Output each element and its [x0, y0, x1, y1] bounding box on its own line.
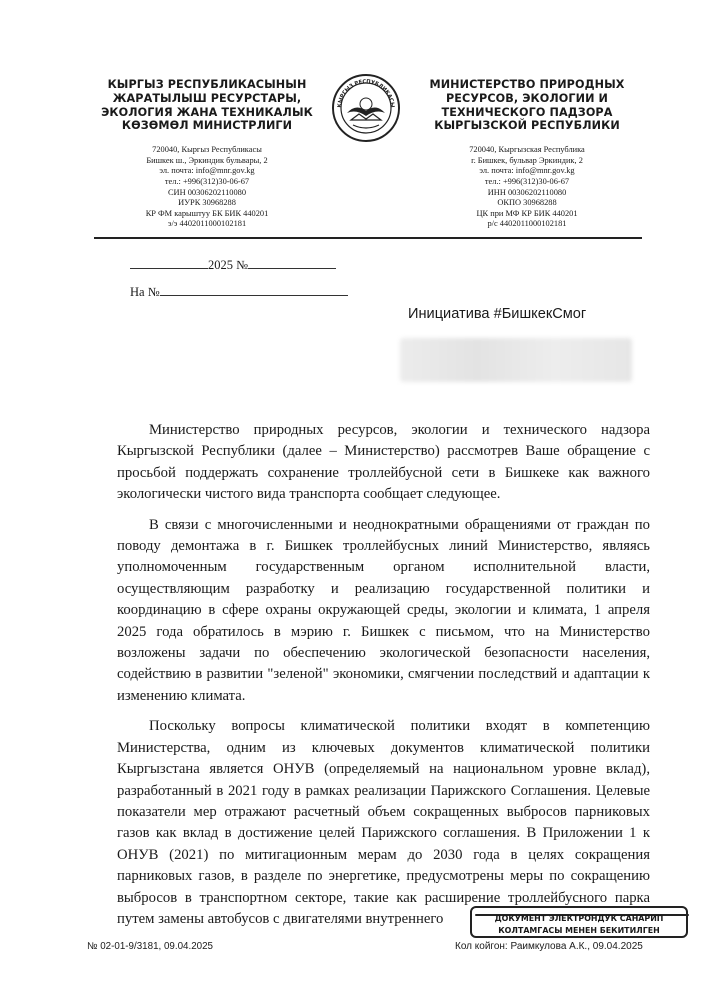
body-paragraph: Поскольку вопросы климатической политики входят в компетенцию Министерства, одним из ключевых документов климатической политики Кыргызстана является ОНУВ (определяемый на национальном уровне вклад), разработанный в 2021 году в рамках реализации Парижского Соглашения. Целевые показатели мер отражают расчетный объем сокращенных выбросов парниковых газов как вклад в достижение целей Парижского соглашения. В Приложении 1 к ОНУВ (2021) по митигационным мерам до 2030 года в целях сокращения парниковых газов, в разделе по энергетике, предусмотрены меры по сокращению выбросов в транспортном секторе, такие как расширение троллейбусного парка путем замены автобусов с двигателями внутреннего: [117, 718, 650, 927]
body-paragraph: В связи с многочисленными и неоднократными обращениями от граждан по поводу демонтажа в г. Бишкек троллейбусных линий Министерство, являясь уполномоченным государственным органом исполнительной власти, осуществляющим разработку и реализацию государственной политики и координацию в сфере охраны окружающей среды, экологии и климата, 1 апреля 2025 года обратилось в мэрию г. Бишкек с письмом, что на Министерство возложены задачи по обеспечению экологической безопасности населения, содействию в развитии "зеленой" экономики, смягчении последствий и адаптации к изменению климата.: [117, 516, 650, 704]
e-signature-stamp: ДОКУМЕНТ ЭЛЕКТРОНДУК САНАРИП КОЛТАМГАСЫ МЕНЕН БЕКИТИЛГЕН: [470, 906, 688, 938]
letter-body: [117, 420, 650, 939]
address-block-kyrgyz: 720040, Кыргыз Республикасы Бишкек ш., Эркиндик бульвары, 2 эл. почта: info@mnr.gov.kg тел.: +996(312)30-06-67 СИН 00306202110080 ИУРК 30968288 КР ФМ карыштуу БК БИК 440201 э/э 4402011000102181: [145, 145, 269, 229]
addressee: Инициатива #БишкекСмог: [408, 306, 587, 322]
outgoing-date-number: 2025 №: [130, 258, 336, 273]
ministry-name-russian: МИНИСТЕРСТВО ПРИРОДНЫХ РЕСУРСОВ, ЭКОЛОГИИ И ТЕХНИЧЕСКОГО ПАДЗОРА КЫРГЫЗСКОЙ РЕСПУБЛИКИ: [429, 78, 625, 133]
header-divider: [94, 237, 642, 239]
redacted-address-block: [400, 338, 632, 382]
state-emblem-icon: [331, 73, 401, 143]
header-right-russian: [412, 78, 642, 230]
body-paragraph: Министерство природных ресурсов, экологии и технического надзора Кыргызской Республики (далее – Министерство) рассмотрев Ваше обращение с просьбой поддержать сохранение троллейбусной сети в Бишкеке как важного экологически чистого вида транспорта сообщает следующее.: [117, 422, 650, 503]
header-left-kyrgyz: [92, 78, 322, 230]
document-number: № 02-01-9/3181, 09.04.2025: [87, 941, 213, 952]
signed-by: Кол койгон: Раимкулова А.К., 09.04.2025: [455, 941, 643, 952]
reply-to-number: На №: [130, 285, 348, 300]
address-block-russian: 720040, Кыргызская Республика г. Бишкек, бульвар Эркиндик, 2 эл. почта: info@mnr.gov.kg тел.: +996(312)30-06-67 ИНН 00306202110080 ОКПО 30968288 ЦК при МФ КР БИК 440201 р/с 4402011000102181: [469, 145, 585, 229]
ministry-name-kyrgyz: КЫРГЫЗ РЕСПУБЛИКАСЫНЫН ЖАРАТЫЛЫШ РЕСУРСТАРЫ, ЭКОЛОГИЯ ЖАНА ТЕХНИКАЛЫК КӨЗӨМӨЛ МИНИСТРЛИГИ: [101, 78, 313, 133]
svg-text:КЫРГЫЗ РЕСПУБЛИКАСЫ: КЫРГЫЗ РЕСПУБЛИКАСЫ: [336, 78, 396, 108]
